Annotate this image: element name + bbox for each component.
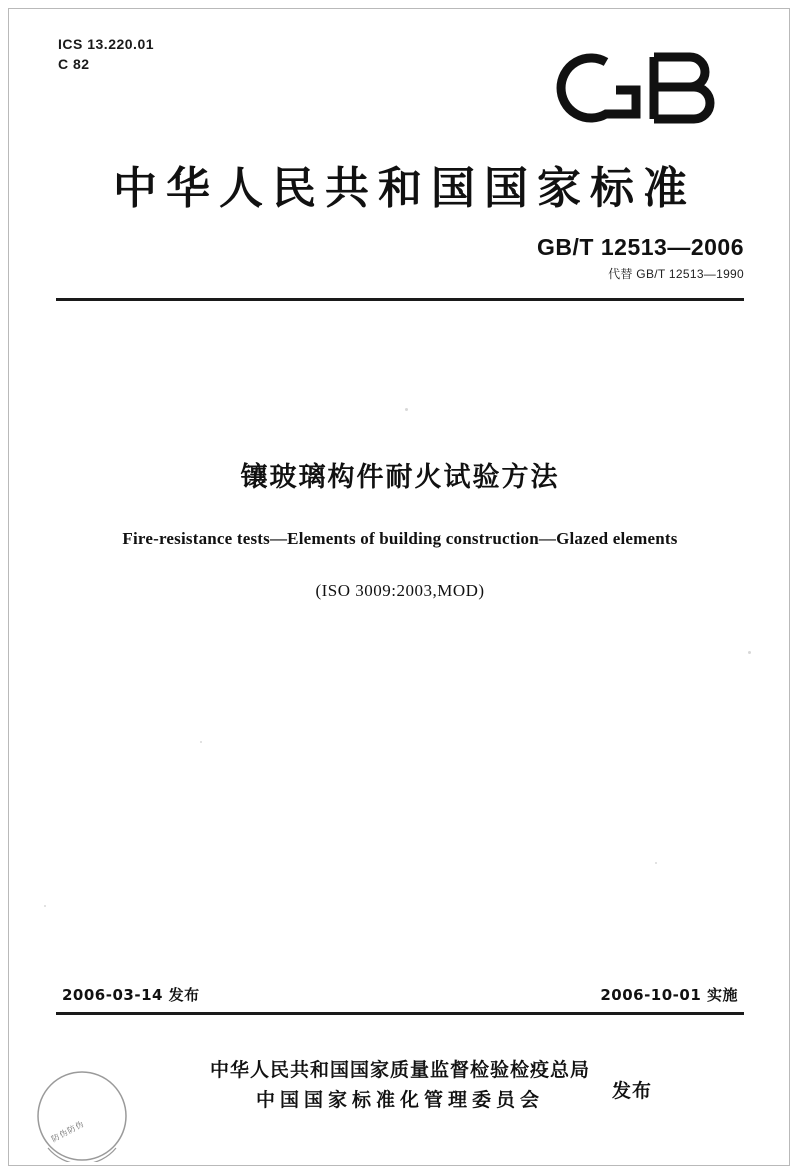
scan-speck: [655, 862, 657, 864]
publisher-line-1: 中华人民共和国国家质量监督检验检疫总局: [209, 1059, 590, 1081]
effective-date: 2006-10-01 实施: [600, 986, 738, 1004]
scan-speck: [44, 905, 46, 907]
document-title-cn: 镶玻璃构件耐火试验方法: [240, 462, 560, 493]
ics-classification-block: [58, 34, 154, 74]
publish-label: 发布: [611, 1080, 652, 1102]
page-title: 中华人民共和国国家标准: [113, 163, 696, 214]
iso-reference: (ISO 3009:2003,MOD): [315, 581, 485, 600]
standard-number-block: [537, 234, 744, 282]
seal-text: 防伪防伪: [49, 1119, 87, 1144]
divider-bottom: [56, 1012, 744, 1015]
document-title-en: Fire-resistance tests—Elements of building construction—Glazed elements: [122, 529, 678, 548]
scan-speck: [200, 741, 202, 743]
standard-number: GB/T 12513—2006: [537, 234, 744, 260]
replaces-note: 代替 GB/T 12513—1990: [608, 267, 744, 281]
gb-logo: [544, 40, 744, 136]
scan-speck: [405, 408, 408, 411]
divider-top: [56, 298, 744, 301]
publisher-line-2: 中国国家标准化管理委员会: [255, 1089, 544, 1111]
classification-code: C 82: [58, 56, 90, 72]
seal-stamp-icon: [36, 1070, 128, 1162]
scan-speck: [748, 651, 751, 654]
issue-date: 2006-03-14 发布: [62, 986, 200, 1004]
ics-code: ICS 13.220.01: [58, 36, 155, 52]
